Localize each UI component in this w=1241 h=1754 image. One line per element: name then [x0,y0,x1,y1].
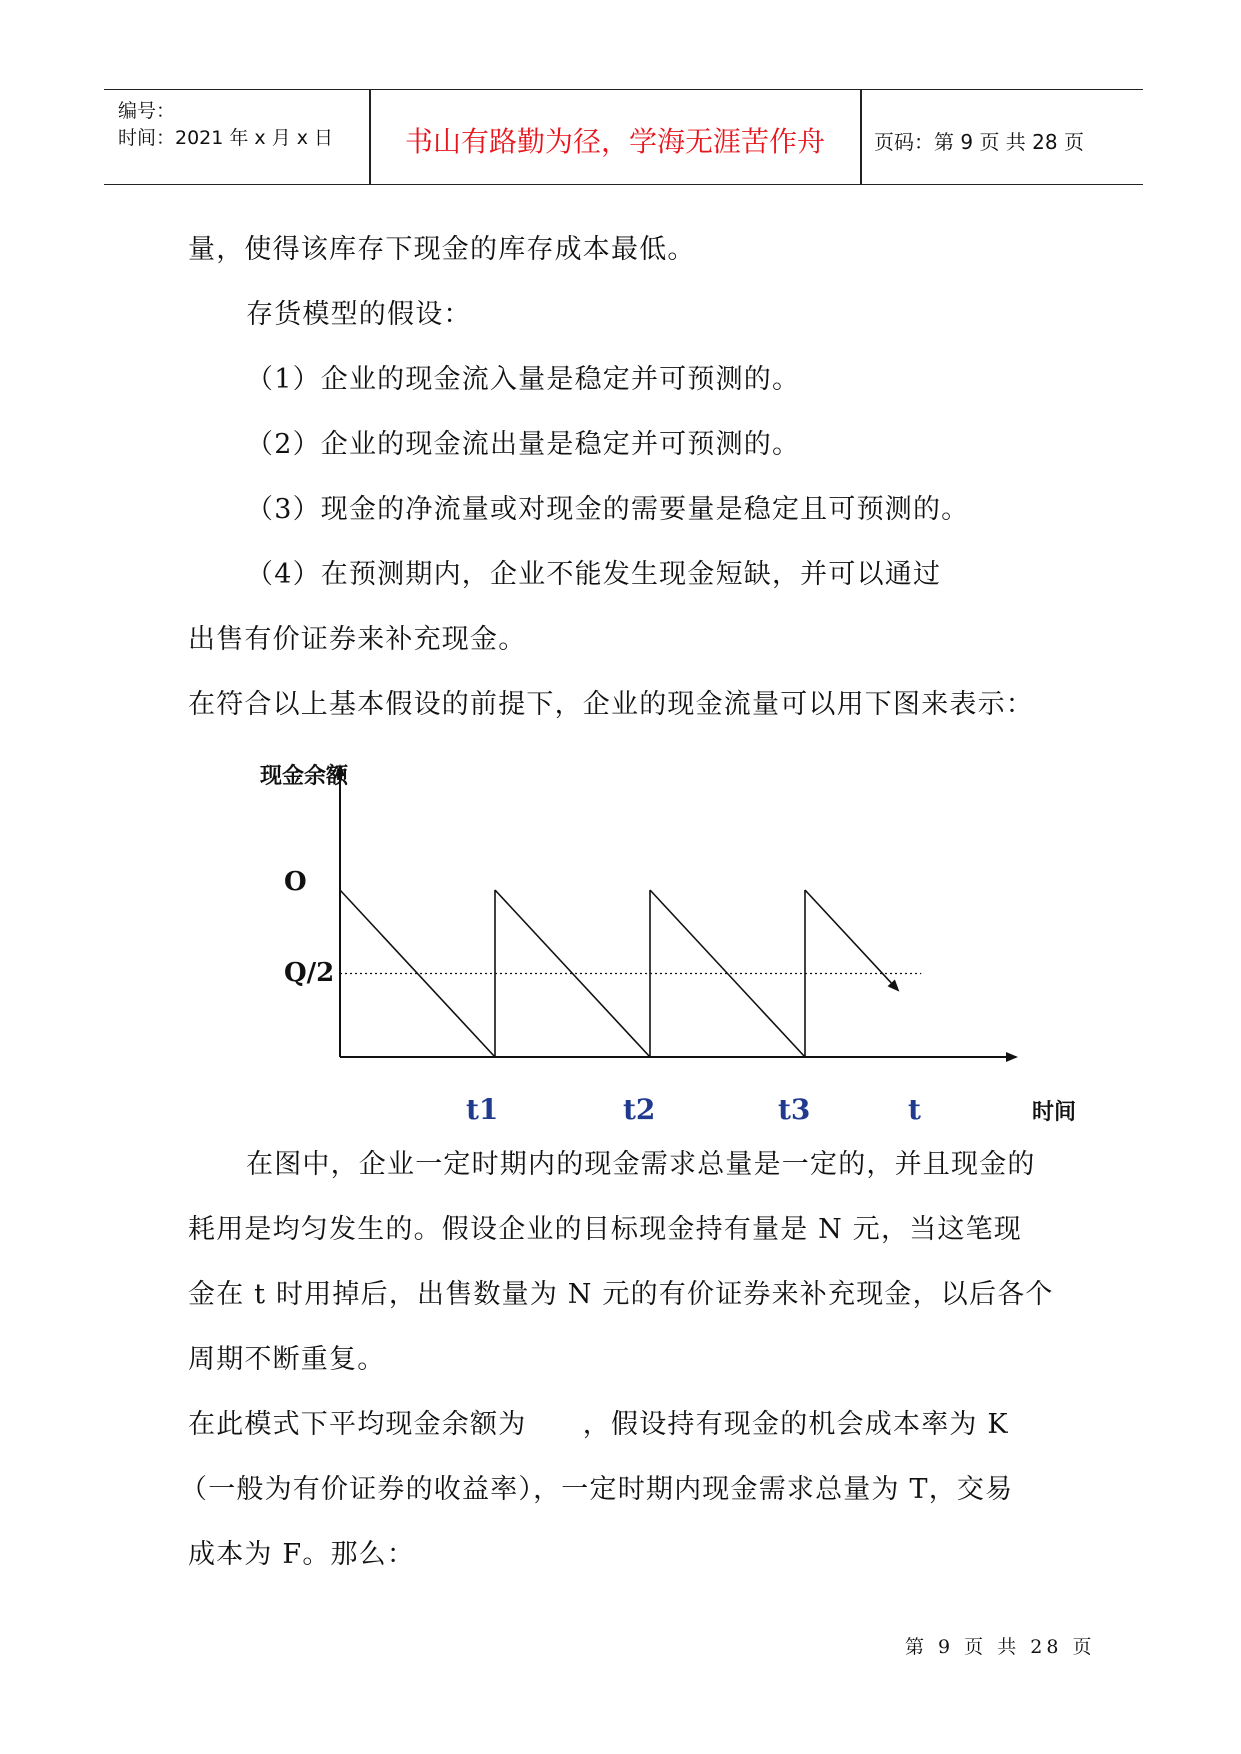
document-time-label: 时间：2021 年 x 月 x 日 [118,127,334,149]
body-line: 周期不断重复。 [188,1344,386,1375]
series-segment [805,890,898,990]
body-line: （2）企业的现金流出量是稳定并可预测的。 [246,429,801,460]
header-page-info: 页码：第 9 页 共 28 页 [874,130,1084,154]
body-line: 在符合以上基本假设的前提下，企业的现金流量可以用下图来表示： [188,689,1034,720]
header-meta-cell [104,90,369,184]
body-line: 金在 t 时用掉后，出售数量为 N 元的有价证券来补充现金，以后各个 [188,1279,1054,1310]
body-line: （3）现金的净流量或对现金的需要量是稳定且可预测的。 [246,494,970,525]
body-line: 出售有价证券来补充现金。 [188,624,527,655]
x-tick-label: t3 [778,1093,811,1126]
body-line: 在图中，企业一定时期内的现金需求总量是一定的，并且现金的 [246,1149,1036,1180]
header-divider [860,90,862,184]
x-axis-label: 时间 [1032,1099,1077,1125]
x-tick-label: t2 [623,1093,656,1126]
y-tick-label: Q/2 [284,958,335,988]
x-tick-label: t1 [466,1093,499,1126]
body-line: 在此模式下平均现金余额为 ，假设持有现金的机会成本率为 K [188,1409,1009,1440]
x-tick-label: t [908,1093,921,1126]
y-axis-label: 现金余额 [260,763,349,789]
y-tick-label: O [284,867,307,897]
header-motto: 书山有路勤为径，学海无涯苦作舟 [404,125,825,158]
body-line: 量，使得该库存下现金的库存成本最低。 [188,234,696,265]
body-line: 成本为 F。那么： [188,1539,416,1570]
body-line: 存货模型的假设： [246,299,472,330]
body-line: （一般为有价证券的收益率），一定时期内现金需求总量为 T，交易 [180,1474,1014,1505]
body-line: （4）在预测期内，企业不能发生现金短缺，并可以通过 [246,559,942,590]
body-line: （1）企业的现金流入量是稳定并可预测的。 [246,364,801,395]
cash-balance-series [340,890,898,1057]
body-line: 耗用是均匀发生的。假设企业的目标现金持有量是 N 元，当这笔现 [188,1214,1022,1245]
cash-balance-chart [240,750,1100,1130]
document-number-label: 编号： [118,100,176,122]
page-footer: 第 9 页 共 28 页 [905,1636,1096,1658]
page-header [104,89,1143,185]
